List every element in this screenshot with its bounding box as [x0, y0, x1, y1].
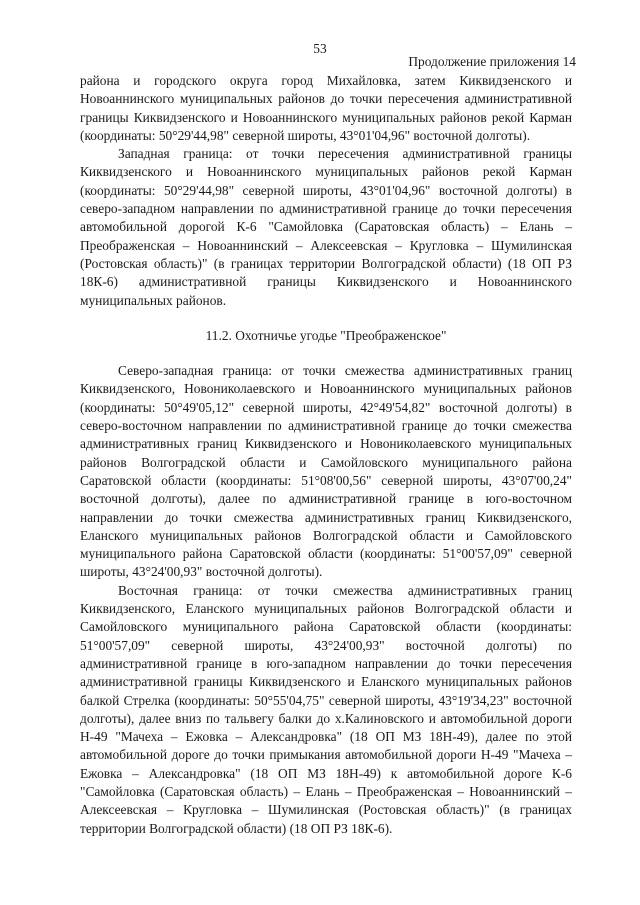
document-body — [80, 72, 572, 838]
running-header: Продолжение приложения 14 — [408, 54, 576, 69]
paragraph-continued: района и городского округа город Михайловка, затем Киквидзенского и Новоаннинского муниципальных районов до точки пересечения административной границы Киквидзенского и Новоаннинского муниципальных районов рекой Карман (координаты: 50°29'44,98" северной широты, 43°01'04,96" восточной долготы). — [80, 73, 572, 143]
paragraph-western-border: Западная граница: от точки пересечения административной границы Киквидзенского и Новоаннинского муниципальных районов рекой Карман (координаты: 50°29'44,98" северной широты, 43°01'04,96" восточной долготы) в северо-западном направлении по административной границе до точки пересечения автомобильной дорогой К-6 "Самойловка (Саратовская область) – Елань – Преображенская – Новоаннинский – Алексеевская – Кругловка – Шумилинская (Ростовская область)" (в границах территории Волгоградской области) (18 ОП РЗ 18К-6) административной границы Киквидзенского и Новоаннинского муниципальных районов. — [80, 146, 572, 308]
paragraph-eastern-border: Восточная граница: от точки смежества административных границ Киквидзенского, Еланского муниципальных районов Волгоградской области и Самойловского муниципального района Саратовской области (координаты: 51°00'57,09" северной широты, 43°24'00,93" восточной долготы) по административной границе в юго-западном направлении до точки пересечения административной границы Киквидзенского и Еланского муниципальных районов балкой Стрелка (координаты: 50°55'04,75" северной широты, 43°19'34,23" восточной долготы), далее вниз по тальвегу балки до х.Калиновского и автомобильной дороги Н-49 "Мачеха – Ежовка – Александровка" (18 ОП МЗ 18Н-49), далее по этой автомобильной дороге до точки примыкания автомобильной дороги Н-49 "Мачеха – Ежовка – Александровка" (18 ОП МЗ 18Н-49) к автомобильной дороге К-6 "Самойловка (Саратовская область) – Елань – Преображенская – Новоаннинский – Алексеевская – Кругловка – Шумилинская (Ростовская область)" (в границах территории Волгоградской области) (18 ОП РЗ 18К-6). — [80, 582, 572, 836]
paragraph-northwestern-border: Северо-западная граница: от точки смежества административных границ Киквидзенского, Новониколаевского и Новоаннинского муниципальных районов (координаты: 50°49'05,12" северной широты, 42°49'54,82" восточной долготы) в северо-восточном направлении по административной границе до точки смежества административных границ Киквидзенского и Новониколаевского муниципальных районов Волгоградской области и Самойловского муниципального района Саратовской области (координаты: 51°08'00,56" северной широты, 43°07'00,24" восточной долготы), далее по административной границе в юго-восточном направлении до точки смежества административных границ Киквидзенского, Еланского муниципальных районов Волгоградской области и Самойловского муниципального района Саратовской области (координаты: 51°00'57,09" северной широты, 43°24'00,93" восточной долготы). — [80, 363, 572, 580]
page-number: 53 — [313, 41, 327, 56]
section-heading: 11.2. Охотничье угодье "Преображенское" — [205, 327, 447, 343]
